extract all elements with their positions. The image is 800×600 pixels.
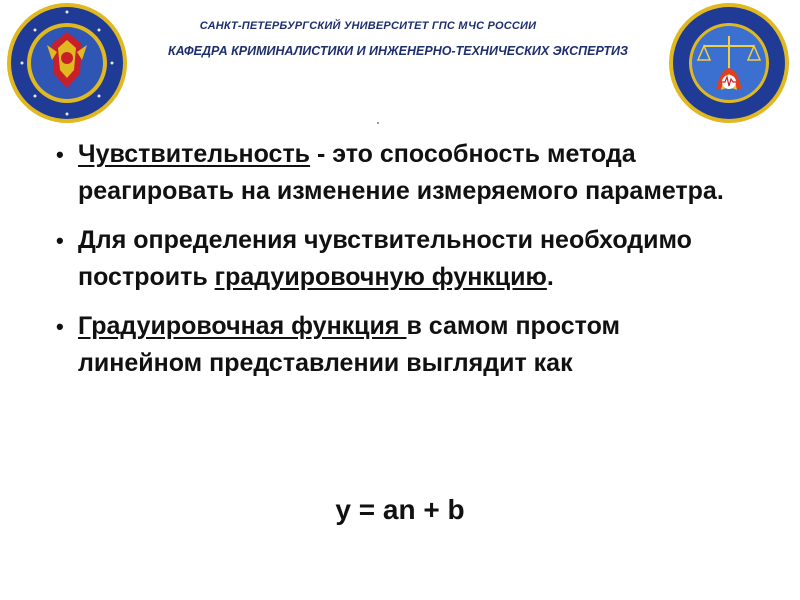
term-sensitivity: Чувствительность: [78, 140, 311, 168]
bullet-marker: •: [56, 142, 64, 167]
department-name: КАФЕДРА КРИМИНАЛИСТИКИ И ИНЖЕНЕРНО-ТЕХНИЧЕСКИХ ЭКСПЕРТИЗ: [167, 44, 629, 58]
university-emblem-icon: [2, 0, 132, 126]
bullet-end: .: [546, 263, 554, 291]
university-name: САНКТ-ПЕТЕРБУРГСКИЙ УНИВЕРСИТЕТ ГПС МЧС РОССИИ: [199, 20, 537, 32]
bullet-sensitivity: [50, 136, 750, 210]
bullet-text: в самом простом линейном представлении выглядит как: [78, 312, 621, 377]
dot-mark: [377, 122, 379, 124]
bullet-text: Для определения чувствительности необходимо построить: [78, 226, 692, 291]
bullet-marker: •: [56, 228, 64, 253]
term-calibration-function: градуировочную функцию: [214, 263, 547, 291]
bullet-determination: [50, 222, 750, 296]
bullet-calibration: [50, 308, 750, 382]
bullet-text: - это способность метода реагировать на изменение измеряемого параметра.: [78, 140, 724, 205]
slide-content: [50, 136, 750, 394]
department-emblem-icon: [664, 0, 794, 126]
bullet-marker: •: [56, 314, 64, 339]
term-calibration-function-2: Градуировочная функция: [78, 312, 407, 340]
formula: y = an + b: [335, 494, 465, 525]
slide-header: [132, 20, 664, 58]
